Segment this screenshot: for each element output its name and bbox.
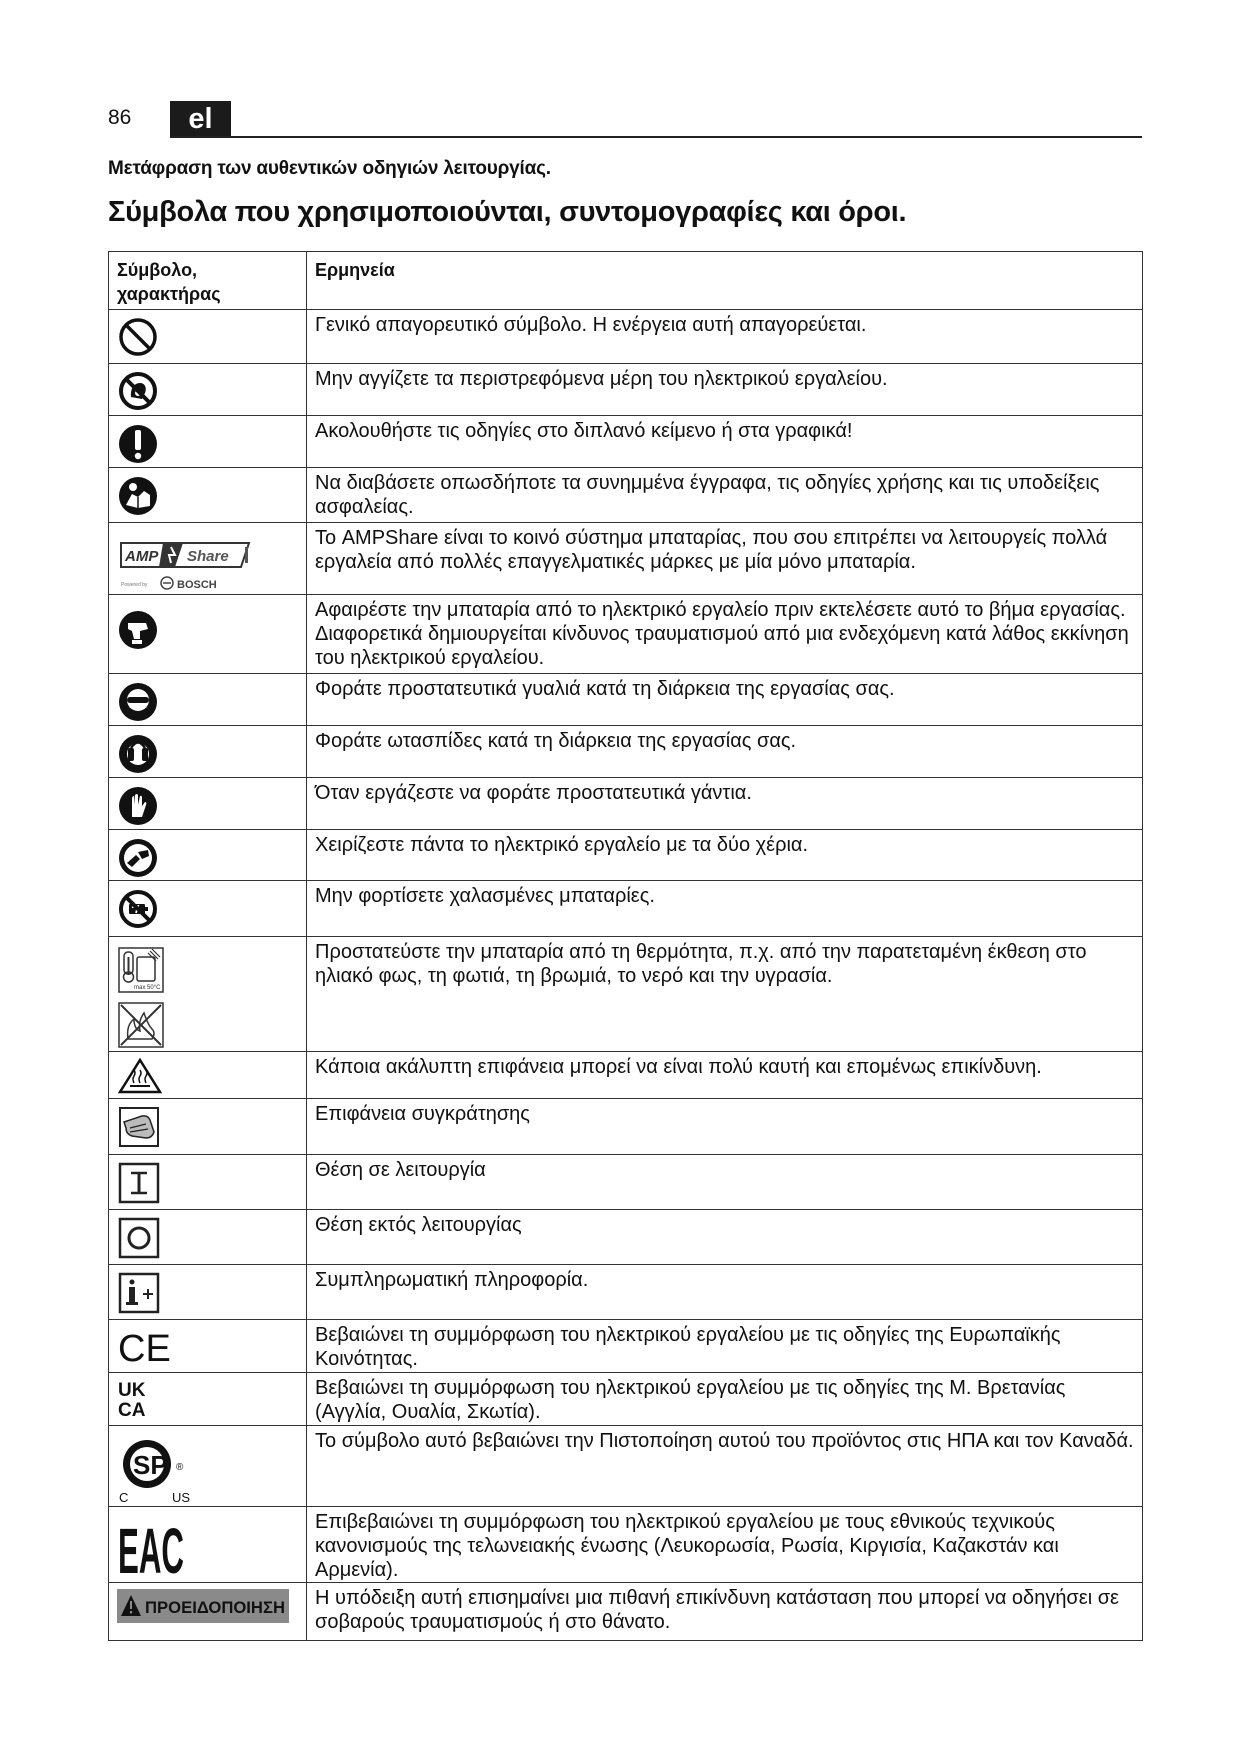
symbol-cell [109,1099,307,1155]
protect-battery-heat-icon [118,947,166,1051]
no-touch-rotating-icon [118,371,158,411]
symbol-cell [109,416,307,468]
table-row [109,881,1143,937]
grip-surface-icon [118,1106,160,1148]
goggles-icon [118,681,158,723]
ukca-mark-bottom: CA [118,1400,146,1421]
symbol-cell [109,830,307,881]
power-on-icon [118,1162,160,1204]
table-row [109,523,1143,595]
table-row [109,468,1143,523]
read-manual-icon [118,475,158,517]
symbol-cell [109,1583,307,1641]
table-row [109,1583,1143,1641]
meaning-cell: Το σύμβολο αυτό βεβαιώνει την Πιστοποίηση αυτού του προϊόντος στις ΗΠΑ και τον Καναδά. [307,1426,1143,1507]
prohibited-icon [118,317,158,357]
table-row [109,1265,1143,1320]
table-row [109,1320,1143,1373]
table-row [109,1099,1143,1155]
symbol-cell [109,1320,307,1373]
meaning-cell: Να διαβάσετε οπωσδήποτε τα συνημμένα έγγραφα, τις οδηγίες χρήσης και τις υποδείξεις ασφαλείας. [307,468,1143,523]
ukca-mark [118,1378,158,1422]
info-icon [118,1272,160,1314]
ampshare-logo-bosch: BOSCH [177,579,217,591]
symbol-cell [109,1507,307,1587]
meaning-cell: Βεβαιώνει τη συμμόρφωση του ηλεκτρικού εργαλείου με τις οδηγίες της Ευρωπαϊκής Κοινότητας. [307,1320,1143,1373]
header-divider [170,136,1142,138]
meaning-cell: Όταν εργάζεστε να φοράτε προστατευτικά γάντια. [307,778,1143,830]
ampshare-logo-amp: AMP [125,548,159,565]
meaning-cell: Θέση σε λειτουργία [307,1155,1143,1210]
symbol-cell [109,1210,307,1265]
meaning-cell: Βεβαιώνει τη συμμόρφωση του ηλεκτρικού εργαλείου με τις οδηγίες της Μ. Βρετανίας (Αγγλία, Ουαλία, Σκωτία). [307,1373,1143,1426]
table-row [109,1373,1143,1426]
ce-mark-text: CE [118,1328,171,1370]
meaning-cell: Φοράτε ωτασπίδες κατά τη διάρκεια της εργασίας σας. [307,726,1143,778]
language-badge: el [170,101,231,137]
meaning-cell: Θέση εκτός λειτουργίας [307,1210,1143,1265]
ampshare-logo-powered: Powered by [121,582,148,588]
meaning-cell: Επιβεβαιώνει τη συμμόρφωση του ηλεκτρικού εργαλείου με τους εθνικούς τεχνικούς κανονισμούς της τελωνειακής ένωσης (Λευκορωσία, Ρωσία, Κιργισία, Καζακστάν και Αρμενία). [307,1507,1143,1583]
symbol-cell [109,468,307,523]
remove-battery-icon [118,609,158,651]
table-row [109,1052,1143,1099]
meaning-cell: Μην αγγίζετε τα περιστρεφόμενα μέρη του ηλεκτρικού εργαλείου. [307,364,1143,416]
table-row [109,1210,1143,1265]
meaning-cell: Επιφάνεια συγκράτησης [307,1099,1143,1155]
symbol-cell [109,1265,307,1320]
meaning-cell: Ακολουθήστε τις οδηγίες στο διπλανό κείμενο ή στα γραφικά! [307,416,1143,468]
symbol-cell [109,310,307,364]
table-row [109,1507,1143,1583]
ear-protection-icon [118,733,158,775]
eac-mark [118,1513,188,1587]
hot-surface-icon [118,1057,162,1095]
ukca-mark-top: UK [118,1380,146,1401]
symbol-cell [109,1155,307,1210]
csa-mark-c: C [119,1490,129,1505]
gloves-icon [118,785,158,827]
meaning-cell: Το AMPShare είναι το κοινό σύστημα μπαταρίας, που σου επιτρέπει να λειτουργείς πολλά εργαλεία από πολλές επαγγελματικές μάρκες με μία μόνο μπαταρία. [307,523,1143,595]
meaning-cell: Φοράτε προστατευτικά γυαλιά κατά τη διάρκεια της εργασίας σας. [307,674,1143,726]
symbols-table [108,251,1143,1641]
symbol-cell [109,881,307,937]
symbol-cell [109,778,307,830]
table-row [109,416,1143,468]
page-number: 86 [108,106,132,129]
meaning-cell: Η υπόδειξη αυτή επισημαίνει μια πιθανή επικίνδυνη κατάσταση που μπορεί να οδηγήσει σε σοβαρούς τραυματισμούς ή στο θάνατο. [307,1583,1143,1641]
table-header-row [109,252,1143,310]
meaning-cell: Συμπληρωματική πληροφορία. [307,1265,1143,1320]
column-header-meaning: Ερμηνεία [307,252,1143,310]
ce-mark [118,1327,171,1370]
document-subtitle: Μετάφραση των αυθεντικών οδηγιών λειτουργίας. [108,158,551,179]
no-charge-damaged-battery-icon [118,888,158,930]
ampshare-logo [119,533,259,595]
symbol-cell [109,1052,307,1099]
table-row [109,1426,1143,1507]
warning-label-text: ΠΡΟΕΙΔΟΠΟΙΗΣΗ [145,1598,285,1617]
table-row [109,674,1143,726]
meaning-cell: Μην φορτίσετε χαλασμένες μπαταρίες. [307,881,1143,937]
table-row [109,726,1143,778]
table-row [109,310,1143,364]
symbol-cell [109,937,307,1052]
table-row [109,830,1143,881]
eac-mark-text: EAC [118,1515,184,1587]
table-row [109,937,1143,1052]
table-row [109,778,1143,830]
column-header-symbol: Σύμβολο, χαρακτήρας [109,252,307,310]
meaning-cell: Γενικό απαγορευτικό σύμβολο. Η ενέργεια αυτή απαγορεύεται. [307,310,1143,364]
two-hands-icon [118,837,158,879]
symbol-cell [109,1426,307,1507]
exclamation-icon [118,423,158,465]
ampshare-logo-share: Share [187,548,229,565]
symbol-cell [109,595,307,674]
section-title: Σύμβολα που χρησιμοποιούνται, συντομογραφίες και όροι. [108,196,907,228]
symbol-cell [109,1373,307,1426]
meaning-cell: Κάποια ακάλυπτη επιφάνεια μπορεί να είναι πολύ καυτή και επομένως επικίνδυνη. [307,1052,1143,1099]
meaning-cell: Αφαιρέστε την μπαταρία από το ηλεκτρικό εργαλείο πριν εκτελέσετε αυτό το βήμα εργασίας. Διαφορετικά δημιουργείται κίνδυνος τραυματισμού από μια ενδεχόμενη κατά λάθος εκκίνηση του ηλεκτρικού εργαλείου. [307,595,1143,674]
csa-mark-us: US [172,1490,191,1505]
meaning-cell: Χειρίζεστε πάντα το ηλεκτρικό εργαλείο με τα δύο χέρια. [307,830,1143,881]
symbol-cell [109,674,307,726]
symbol-cell [109,364,307,416]
table-row [109,595,1143,674]
table-row [109,364,1143,416]
table-row [109,1155,1143,1210]
meaning-cell: Προστατεύστε την μπαταρία από τη θερμότητα, π.χ. από την παρατεταμένη έκθεση στο ηλιακό φως, τη φωτιά, τη βρωμιά, το νερό και την υγρασία. [307,937,1143,1052]
power-off-icon [118,1217,160,1259]
warning-label [117,1589,289,1625]
csa-mark-text: SP [133,1450,168,1480]
csa-mark-registered: ® [176,1462,184,1473]
symbol-cell [109,726,307,778]
csa-mark [118,1430,208,1506]
max-temperature-label: max 50°C [134,985,161,991]
symbol-cell [109,523,307,595]
